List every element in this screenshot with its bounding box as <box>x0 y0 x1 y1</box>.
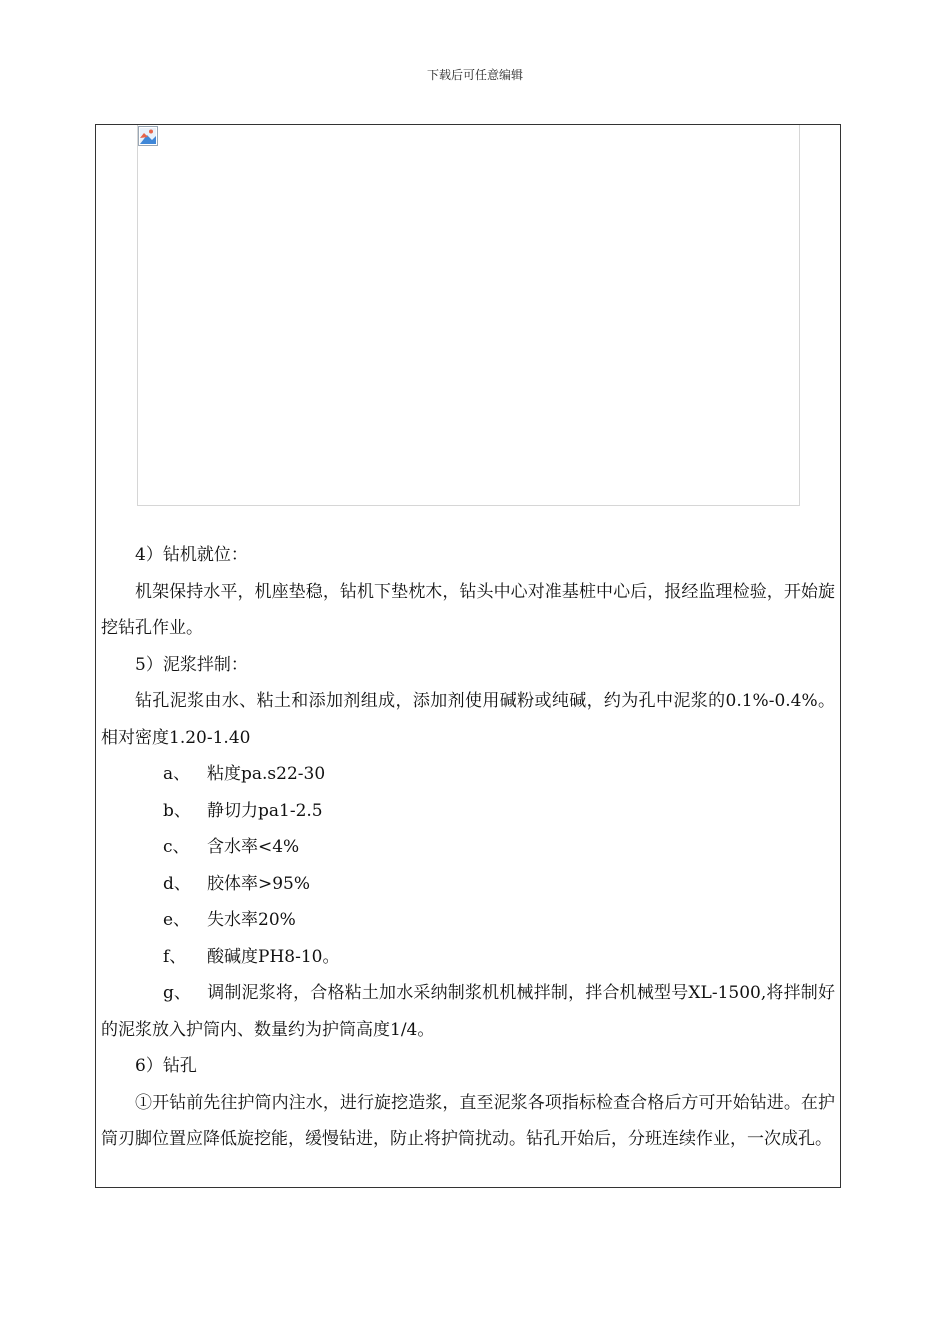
section-6-body: ①开钻前先往护筒内注水，进行旋挖造浆，直至泥浆各项指标检查合格后方可开始钻进。在护筒刃脚位置应降低旋挖能，缓慢钻进，防止将护筒扰动。钻孔开始后，分班连续作业，一次成孔。 <box>101 1092 835 1149</box>
list-item-text: 酸碱度PH8-10。 <box>207 946 340 967</box>
section-5-body: 钻孔泥浆由水、粘土和添加剂组成，添加剂使用碱粉或纯碱，约为孔中泥浆的0.1%-0.4%。相对密度1.20-1.40 <box>101 691 835 748</box>
broken-image-icon <box>138 126 158 146</box>
list-item-text: 失水率20% <box>207 910 296 930</box>
list-item-text: 调制泥浆将，合格粘土加水采纳制浆机机械拌制，拌合机械型号XL-1500,将拌制好的泥浆放入护筒内、数量约为护筒高度1/4。 <box>101 983 835 1040</box>
list-item <box>101 866 835 903</box>
list-item <box>101 793 835 830</box>
list-item <box>101 756 835 793</box>
list-item-label: b、 <box>163 800 191 821</box>
list-item <box>101 829 835 866</box>
list-item-label: g、 <box>163 983 191 1003</box>
image-placeholder <box>137 125 800 506</box>
list-item-label: e、 <box>163 910 191 930</box>
section-4-title: 4）钻机就位： <box>135 545 248 565</box>
list-item-text: 胶体率>95% <box>207 873 311 894</box>
list-item-g <box>101 975 835 1048</box>
list-item <box>101 939 835 976</box>
header-note: 下载后可任意编辑 <box>426 68 523 82</box>
list-item <box>101 902 835 939</box>
document-body <box>101 537 835 1158</box>
list-item-text: 粘度pa.s22-30 <box>207 764 326 784</box>
list-item-text: 静切力pa1-2.5 <box>207 800 323 821</box>
list-item-label: d、 <box>163 873 191 894</box>
list-item-text: 含水率<4% <box>207 837 300 857</box>
section-5-title: 5）泥浆拌制： <box>135 654 248 675</box>
section-6-title: 6）钻孔 <box>135 1056 197 1076</box>
list-item-label: f、 <box>163 946 187 967</box>
content-frame <box>95 124 841 1188</box>
list-item-label: a、 <box>163 764 191 784</box>
section-4-body: 机架保持水平，机座垫稳，钻机下垫枕木，钻头中心对准基桩中心后，报经监理检验，开始旋挖钻孔作业。 <box>101 581 835 638</box>
list-item-label: c、 <box>163 837 190 857</box>
